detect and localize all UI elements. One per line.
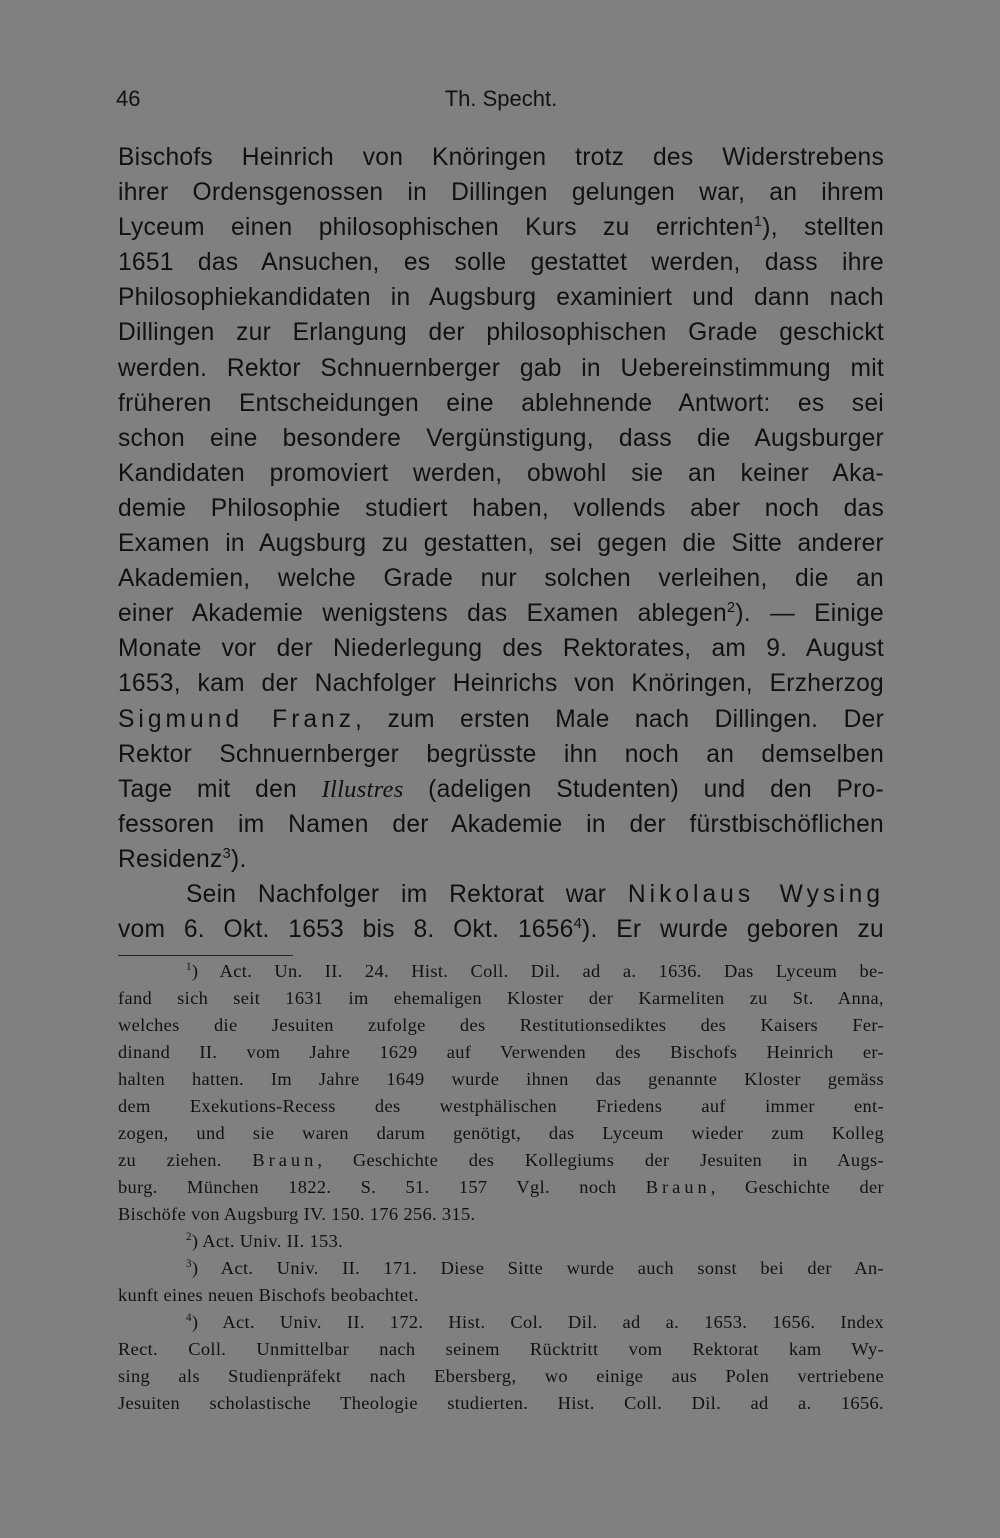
text-fragment: Sein Nachfolger im Rektorat war [186,880,628,908]
text-line: 1653, kam der Nachfolger Heinrichs von Knöringen, Erzherzog [118,670,884,698]
footnote-number: 4 [186,1311,192,1324]
text-fragment: ), stellten [762,214,885,242]
page-header [118,86,884,116]
text-line: Akademien, welche Grade nur solchen verleihen, die an [118,565,884,593]
text-line [118,772,884,807]
text-fragment: ) Act. Un. II. 24. Hist. Coll. Dil. ad a. 1636. Das Lyceum be- [191,961,884,981]
footnote-line [118,958,884,985]
text-fragment: , Geschichte des Kollegiums der Jesuiten in Augs- [317,1150,885,1170]
footnote-line: dinand II. vom Jahre 1629 auf Verwenden des Bischofs Heinrich er- [118,1042,884,1062]
footnote-line: Rect. Coll. Unmittelbar nach seinem Rücktritt vom Rektorat kam Wy- [118,1339,884,1359]
text-fragment: zu ziehen. [118,1150,253,1170]
text-line [118,842,884,877]
footnote-number: 1 [186,960,192,973]
footnote-divider [118,955,293,956]
text-line [118,210,884,245]
text-fragment: ). Er wurde geboren zu [582,916,884,944]
footnotes [118,958,884,1417]
person-name: Sigmund Franz [118,705,356,733]
text-line: demie Philosophie studiert haben, vollends aber noch das [118,494,884,522]
footnote-line: zogen, und sie waren darum genötigt, das Lyceum wieder zum Kolleg [118,1123,884,1143]
footnote-line [118,1228,884,1255]
page-number: 46 [116,86,141,111]
text-fragment: Residenz [118,845,223,873]
text-line: schon eine besondere Vergünstigung, dass die Augsburger [118,424,884,452]
text-line: Bischofs Heinrich von Knöringen trotz des Widerstrebens [118,144,884,171]
text-line [118,702,884,737]
main-text [118,140,884,947]
text-line: Monate vor der Niederlegung des Rektorates, am 9. August [118,635,884,663]
footnote-line: halten hatten. Im Jahre 1649 wurde ihnen das genannte Kloster gemäss [118,1069,884,1089]
footnote-line [118,1174,884,1201]
text-fragment: burg. München 1822. S. 51. 157 Vgl. noch [118,1177,646,1197]
text-fragment: ) Act. Univ. II. 172. Hist. Col. Dil. ad a. 1653. 1656. Index [191,1312,884,1332]
footnote-line: dem Exekutions-Recess des westphälischen Friedens auf immer ent- [118,1096,884,1116]
footnote-line [118,1309,884,1336]
text-line [118,596,884,631]
text-fragment: (adeligen Studenten) und den Pro- [403,775,884,803]
text-line: werden. Rektor Schnuernberger gab in Uebereinstimmung mit [118,354,884,382]
author-name: Braun [252,1150,318,1170]
text-line: ihrer Ordensgenossen in Dillingen gelungen war, an ihrem [118,179,884,207]
text-line: Kandidaten promoviert werden, obwohl sie an keiner Aka- [118,459,884,487]
text-fragment: ). [231,845,247,873]
footnote-line: fand sich seit 1631 im ehemaligen Kloster der Karmeliten zu St. Anna, [118,988,884,1008]
footnote-line [118,1255,884,1282]
text-fragment: vom 6. Okt. 1653 bis 8. Okt. 1656 [118,916,574,944]
text-line: 1651 das Ansuchen, es solle gestattet werden, dass ihre [118,249,884,277]
footnote-ref: 4 [573,915,583,932]
footnote-number: 2 [186,1230,192,1243]
footnote-line: Bischöfe von Augsburg IV. 150. 176 256. 315. [118,1204,476,1224]
footnote-ref: 3 [222,845,231,862]
text-line: Examen in Augsburg zu gestatten, sei gegen die Sitte anderer [118,530,884,558]
text-fragment: Tage mit den [118,775,322,803]
running-head: Th. Specht. [444,86,558,111]
text-fragment: , Geschichte der [710,1177,884,1197]
text-line: Philosophiekandidaten in Augsburg examiniert und dann nach [118,284,884,312]
text-fragment: ) Act. Univ. II. 171. Diese Sitte wurde auch sonst bei der An- [191,1258,884,1278]
text-line [118,912,884,947]
footnote-line: Jesuiten scholastische Theologie studierten. Hist. Coll. Dil. ad a. 1656. [118,1393,884,1413]
person-name: Nikolaus Wysing [627,880,884,908]
text-fragment: , zum ersten Male nach Dillingen. Der [355,705,885,733]
footnote-line: welches die Jesuiten zufolge des Restitutionsediktes des Kaisers Fer- [118,1015,884,1035]
footnote-ref: 2 [726,600,736,617]
author-name: Braun [645,1177,711,1197]
text-fragment: ) Act. Univ. II. 153. [191,1231,344,1251]
footnote-line [118,1147,884,1174]
text-line: Dillingen zur Erlangung der philosophischen Grade geschickt [118,319,884,347]
text-line: früheren Entscheidungen eine ablehnende Antwort: es sei [118,389,884,417]
text-line [118,877,884,912]
text-line: fessoren im Namen der Akademie in der fürstbischöflichen [118,810,884,838]
text-fragment: einer Akademie wenigstens das Examen ablegen [118,600,727,628]
footnote-line: sing als Studienpräfekt nach Ebersberg, wo einige aus Polen vertriebene [118,1366,884,1386]
italic-term: Illustres [321,775,404,803]
footnote-line: kunft eines neuen Bischofs beobachtet. [118,1285,419,1305]
text-line: Rektor Schnuernberger begrüsste ihn noch an demselben [118,740,884,768]
text-fragment: ). — Einige [735,600,884,628]
footnote-ref: 1 [753,214,763,230]
text-fragment: Lyceum einen philosophischen Kurs zu errichten [118,214,754,242]
footnote-number: 3 [186,1257,192,1270]
